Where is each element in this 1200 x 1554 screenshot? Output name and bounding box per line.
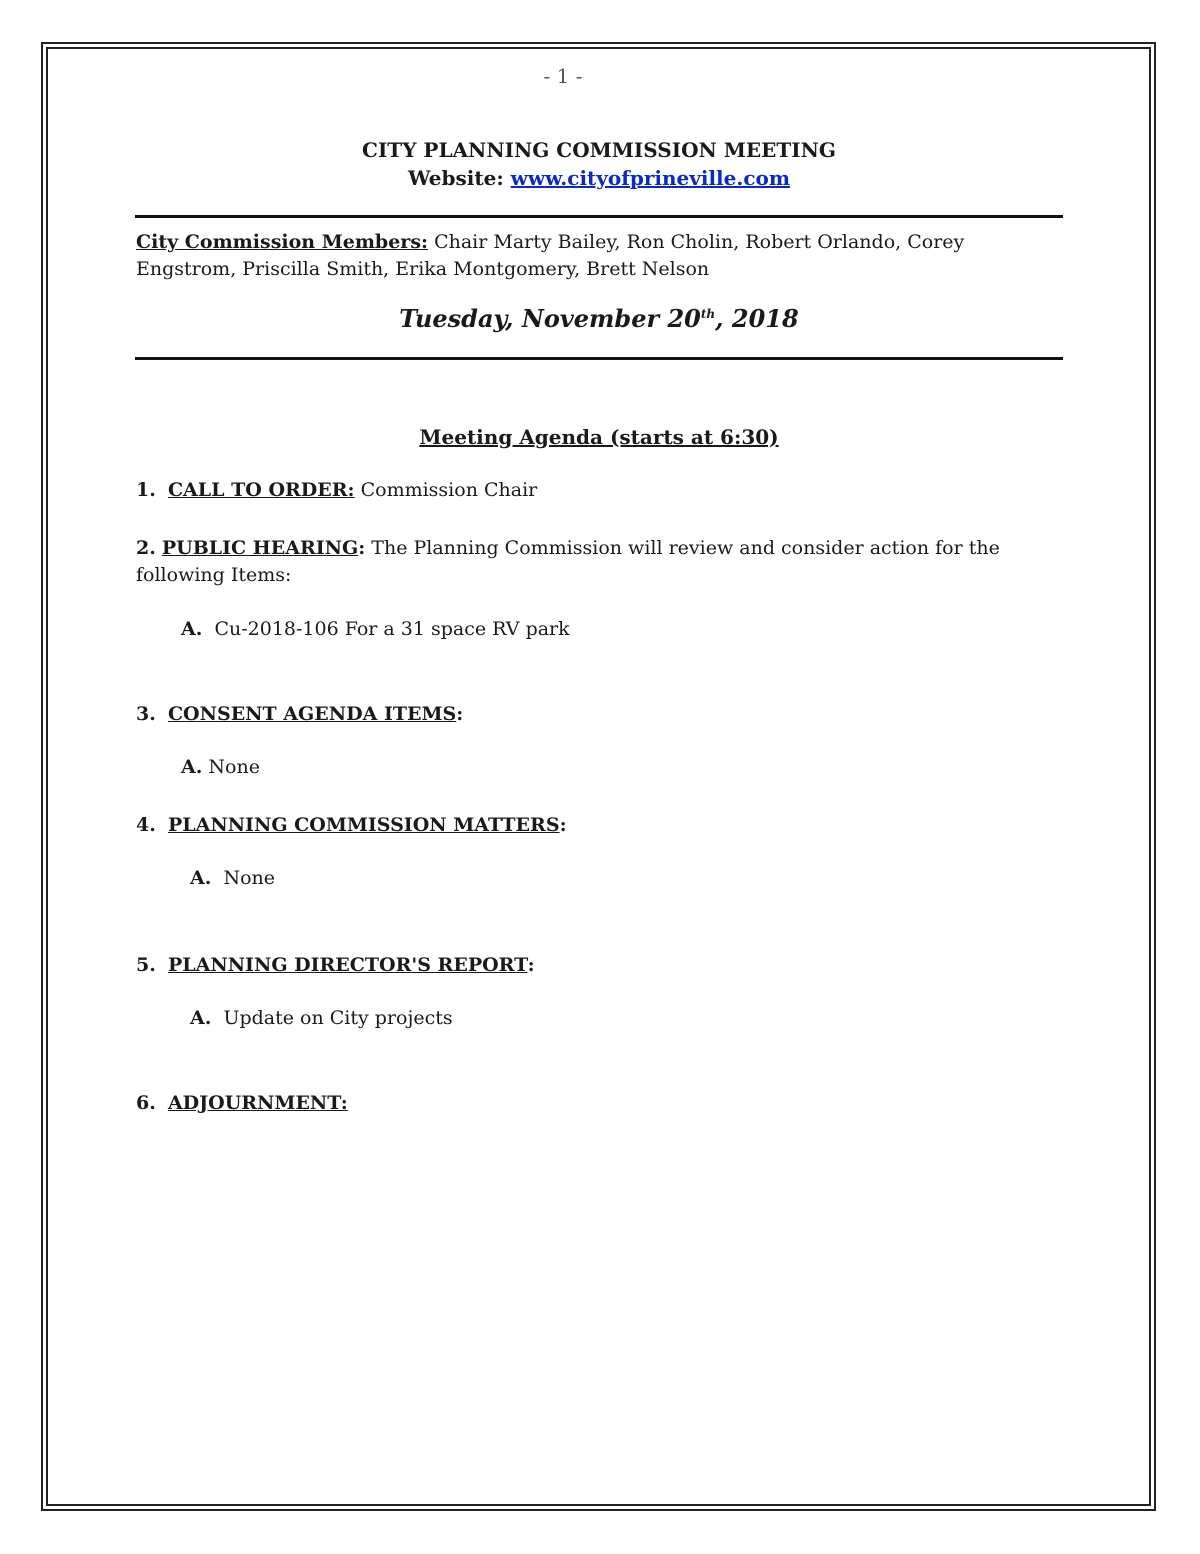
agenda-item-public-hearing xyxy=(136,535,1056,589)
members-list: Chair Marty Bailey, Ron Cholin, Robert Orlando, Corey Engstrom, Priscilla Smith, Erika Montgomery, Brett Nelson xyxy=(136,231,965,280)
item-number: 6. xyxy=(136,1092,156,1114)
subitem-letter: A. xyxy=(190,1007,212,1029)
website-link[interactable]: www.cityofprineville.com xyxy=(510,166,791,190)
subitem-text: Cu-2018-106 For a 31 space RV park xyxy=(214,618,570,640)
item-number: 3. xyxy=(136,703,156,725)
agenda-subitem-report-a xyxy=(190,1007,453,1029)
item-number: 5. xyxy=(136,954,156,976)
subitem-letter: A. xyxy=(181,618,203,640)
item-number: 4. xyxy=(136,814,156,836)
subitem-text: None xyxy=(223,867,275,889)
subitem-text: Update on City projects xyxy=(223,1007,453,1029)
commission-members xyxy=(136,229,1036,283)
agenda-subitem-matters-a xyxy=(190,867,275,889)
item-text: Commission Chair xyxy=(354,479,538,501)
item-number: 1. xyxy=(136,479,156,501)
item-title: ADJOURNMENT: xyxy=(167,1092,348,1114)
item-colon: : xyxy=(456,703,464,725)
agenda-heading: Meeting Agenda (starts at 6:30) xyxy=(419,425,779,449)
item-title: PUBLIC HEARING xyxy=(161,537,359,559)
page-number: - 1 - xyxy=(543,64,583,88)
item-text: The Planning Commission will review and consider action for the following Items: xyxy=(136,537,1000,586)
subitem-letter: A. xyxy=(181,756,203,778)
agenda-item-consent-agenda xyxy=(136,701,463,728)
agenda-subitem-consent-a xyxy=(181,756,260,778)
agenda-item-adjournment xyxy=(136,1090,348,1117)
item-number: 2. xyxy=(136,537,156,559)
item-title: CONSENT AGENDA ITEMS xyxy=(167,703,457,725)
item-title: PLANNING COMMISSION MATTERS xyxy=(167,814,560,836)
website-label: Website: xyxy=(407,166,511,190)
subitem-text: None xyxy=(208,756,260,778)
date-suffix: th xyxy=(700,307,716,321)
subitem-letter: A. xyxy=(190,867,212,889)
agenda-subitem-public-hearing-a xyxy=(181,618,570,640)
item-colon: : xyxy=(358,537,366,559)
item-colon: : xyxy=(527,954,535,976)
item-title: CALL TO ORDER: xyxy=(167,479,355,501)
date-year: , 2018 xyxy=(715,304,799,333)
agenda-item-call-to-order xyxy=(136,477,537,504)
bottom-divider xyxy=(135,357,1063,360)
agenda-item-directors-report xyxy=(136,952,535,979)
top-divider xyxy=(135,215,1063,218)
website-line xyxy=(0,166,1198,190)
date-prefix: Tuesday, November 20 xyxy=(399,304,701,333)
document-title: CITY PLANNING COMMISSION MEETING xyxy=(362,138,836,162)
meeting-date xyxy=(0,304,1198,333)
agenda-item-planning-commission-matters xyxy=(136,812,567,839)
item-colon: : xyxy=(559,814,567,836)
members-label: City Commission Members: xyxy=(136,231,429,253)
item-title: PLANNING DIRECTOR'S REPORT xyxy=(167,954,528,976)
